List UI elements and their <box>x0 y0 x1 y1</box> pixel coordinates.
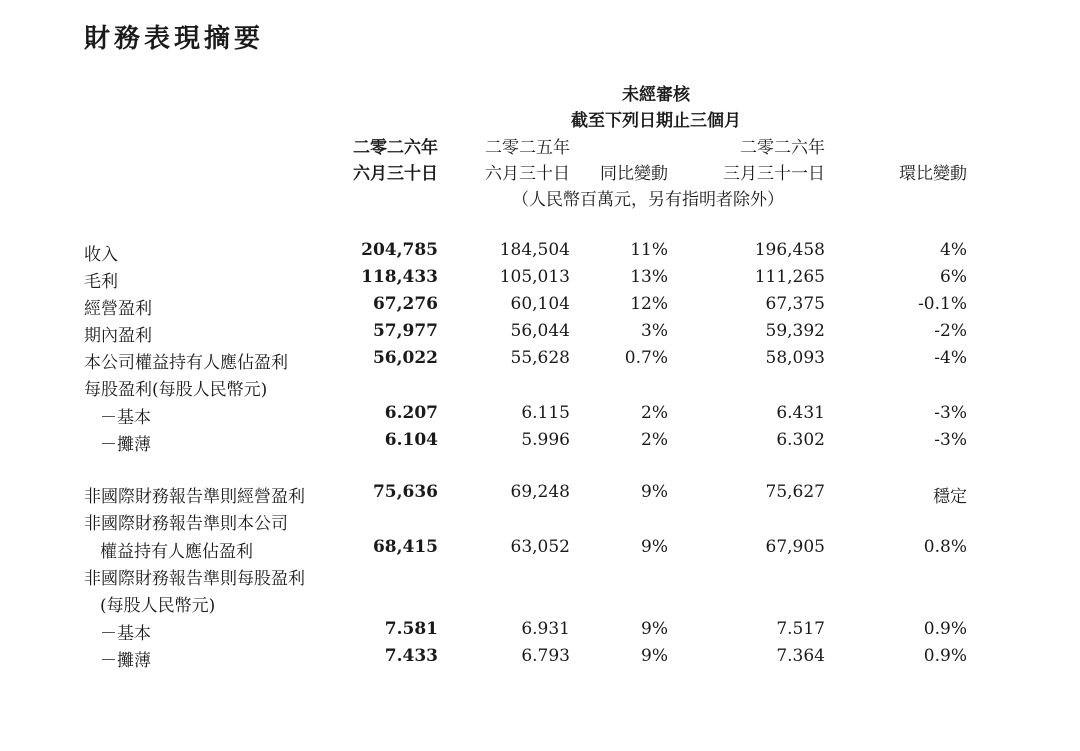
cell-col0: 75,636 <box>372 482 438 502</box>
table-row <box>0 294 1080 321</box>
table-row <box>0 509 1080 536</box>
cell-col3: 111,265 <box>754 267 825 287</box>
cell-col3: 75,627 <box>765 482 825 502</box>
cell-col3: 58,093 <box>765 348 825 368</box>
cell-col1: 63,052 <box>510 537 570 557</box>
cell-col1: 105,013 <box>499 267 570 287</box>
table-row <box>0 482 1080 509</box>
cell-col4: 穩定 <box>933 487 967 507</box>
cell-col2: 11% <box>630 240 668 260</box>
cell-col3: 7.364 <box>776 646 825 666</box>
row-label: 經營盈利 <box>84 299 152 319</box>
table-row <box>0 646 1080 673</box>
cell-col1: 6.931 <box>521 619 570 639</box>
row-label: 非國際財務報告準則經營盈利 <box>84 487 305 507</box>
table-row <box>0 403 1080 430</box>
cell-col0: 7.581 <box>384 619 438 639</box>
row-label: 收入 <box>84 245 118 265</box>
header-col1-line2: 六月三十日 <box>485 164 570 184</box>
table-row <box>0 348 1080 375</box>
row-label: 非國際財務報告準則每股盈利 <box>84 569 305 589</box>
cell-col3: 67,905 <box>765 537 825 557</box>
cell-col4: -3% <box>934 403 967 423</box>
row-label: －攤薄 <box>100 651 151 671</box>
row-label: 毛利 <box>84 272 118 292</box>
row-label: 權益持有人應佔盈利 <box>100 542 253 562</box>
cell-col2: 9% <box>641 646 668 666</box>
row-label: 本公司權益持有人應佔盈利 <box>84 353 288 373</box>
header-col4: 環比變動 <box>899 164 967 184</box>
table-row <box>0 564 1080 591</box>
row-label: (每股人民幣元) <box>100 596 216 616</box>
page-title: 財務表現摘要 <box>84 24 265 54</box>
table-row <box>0 240 1080 267</box>
row-label: 期內盈利 <box>84 326 152 346</box>
cell-col1: 6.793 <box>521 646 570 666</box>
cell-col2: 2% <box>641 430 668 450</box>
cell-col0: 7.433 <box>384 646 438 666</box>
cell-col1: 55,628 <box>510 348 570 368</box>
header-period: 截至下列日期止三個月 <box>571 111 741 131</box>
row-label: －攤薄 <box>100 435 151 455</box>
table-row <box>0 321 1080 348</box>
cell-col1: 60,104 <box>510 294 570 314</box>
table-row <box>0 267 1080 294</box>
cell-col0: 118,433 <box>361 267 438 287</box>
table-row <box>0 619 1080 646</box>
table-row <box>0 375 1080 402</box>
cell-col2: 12% <box>630 294 668 314</box>
cell-col4: -3% <box>934 430 967 450</box>
cell-col1: 184,504 <box>499 240 570 260</box>
row-label: 非國際財務報告準則本公司 <box>84 514 288 534</box>
cell-col2: 9% <box>641 537 668 557</box>
cell-col4: -0.1% <box>918 294 967 314</box>
cell-col2: 3% <box>641 321 668 341</box>
cell-col0: 6.207 <box>384 403 438 423</box>
cell-col3: 196,458 <box>754 240 825 260</box>
cell-col0: 68,415 <box>372 537 438 557</box>
row-label: －基本 <box>100 624 151 644</box>
cell-col0: 56,022 <box>372 348 438 368</box>
cell-col0: 204,785 <box>361 240 438 260</box>
cell-col2: 9% <box>641 482 668 502</box>
cell-col2: 0.7% <box>624 348 668 368</box>
cell-col1: 6.115 <box>521 403 570 423</box>
cell-col3: 6.302 <box>776 430 825 450</box>
cell-col3: 7.517 <box>776 619 825 639</box>
cell-col4: 6% <box>940 267 967 287</box>
cell-col1: 69,248 <box>510 482 570 502</box>
cell-col3: 67,375 <box>765 294 825 314</box>
cell-col4: 0.8% <box>923 537 967 557</box>
cell-col1: 5.996 <box>521 430 570 450</box>
header-col3-line1: 二零二六年 <box>740 138 825 158</box>
header-col2: 同比變動 <box>600 164 668 184</box>
cell-col4: 4% <box>940 240 967 260</box>
header-col0-line1: 二零二六年 <box>353 138 438 158</box>
cell-col1: 56,044 <box>510 321 570 341</box>
cell-col3: 6.431 <box>776 403 825 423</box>
cell-col3: 59,392 <box>765 321 825 341</box>
cell-col4: 0.9% <box>923 619 967 639</box>
table-row <box>0 591 1080 618</box>
header-unaudited: 未經審核 <box>622 85 690 105</box>
row-label: 每股盈利(每股人民幣元) <box>84 380 268 400</box>
cell-col4: -4% <box>934 348 967 368</box>
cell-col2: 13% <box>630 267 668 287</box>
header-col3-line2: 三月三十一日 <box>723 164 825 184</box>
cell-col0: 57,977 <box>372 321 438 341</box>
cell-col0: 6.104 <box>384 430 438 450</box>
cell-col0: 67,276 <box>372 294 438 314</box>
cell-col2: 9% <box>641 619 668 639</box>
cell-col2: 2% <box>641 403 668 423</box>
header-col0-line2: 六月三十日 <box>353 164 438 184</box>
cell-col4: -2% <box>934 321 967 341</box>
table-row <box>0 537 1080 564</box>
row-label: －基本 <box>100 408 151 428</box>
cell-col4: 0.9% <box>923 646 967 666</box>
header-unit: （人民幣百萬元，另有指明者除外） <box>512 190 784 210</box>
table-row <box>0 430 1080 457</box>
header-col1-line1: 二零二五年 <box>485 138 570 158</box>
